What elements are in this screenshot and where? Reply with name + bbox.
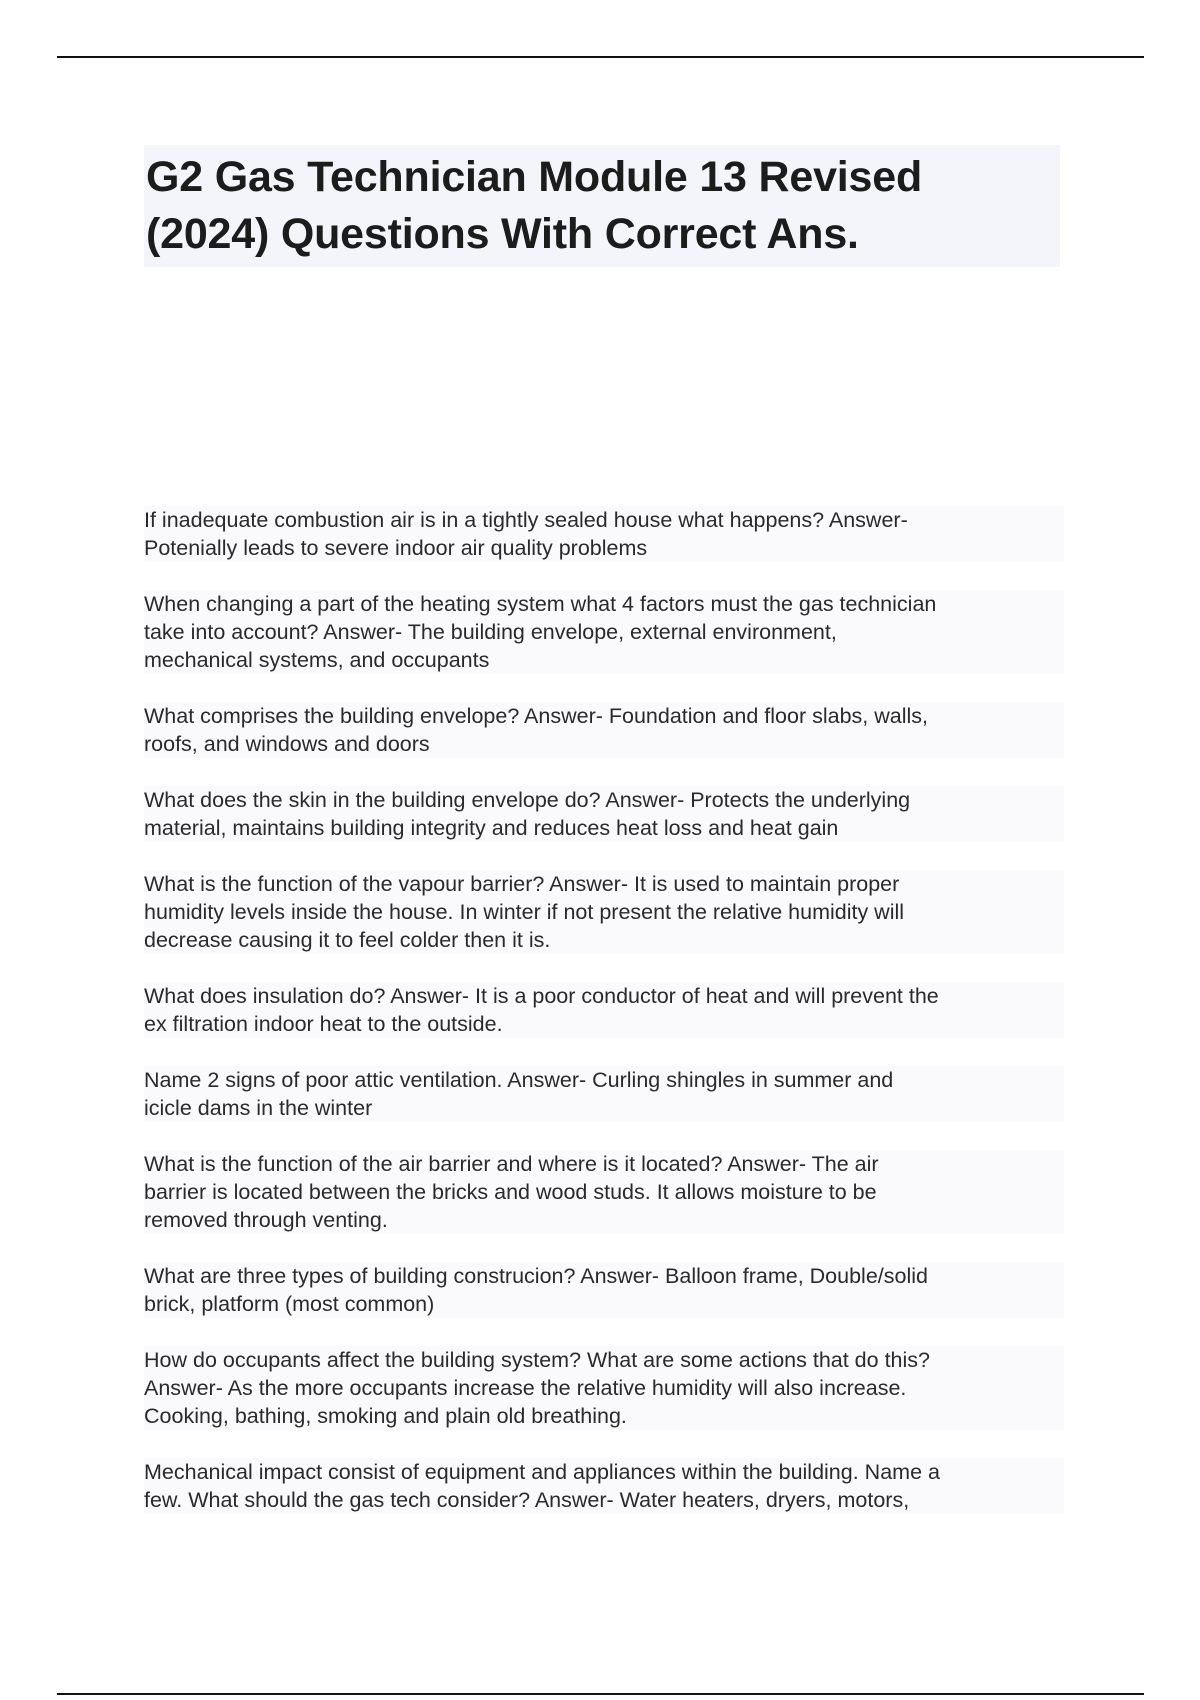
qa-item	[144, 1150, 1064, 1234]
qa-line: Mechanical impact consist of equipment and appliances within the building. Name a	[144, 1460, 940, 1484]
qa-item	[144, 1262, 1064, 1318]
qa-line: brick, platform (most common)	[144, 1292, 435, 1316]
document-title	[146, 149, 1056, 263]
qa-line: humidity levels inside the house. In winter if not present the relative humidity will	[144, 900, 905, 924]
qa-line: If inadequate combustion air is in a tightly sealed house what happens? Answer-	[144, 508, 908, 532]
qa-line: mechanical systems, and occupants	[144, 648, 490, 672]
qa-line: barrier is located between the bricks and wood studs. It allows moisture to be	[144, 1180, 877, 1204]
qa-item	[144, 982, 1064, 1038]
qa-list	[144, 506, 1064, 1514]
qa-line: Name 2 signs of poor attic ventilation. Answer- Curling shingles in summer and	[144, 1068, 894, 1092]
title-line-1: G2 Gas Technician Module 13 Revised	[146, 153, 923, 201]
qa-item	[144, 590, 1064, 674]
qa-item	[144, 1066, 1064, 1122]
qa-line: removed through venting.	[144, 1208, 388, 1232]
top-rule	[57, 56, 1144, 58]
qa-line: icicle dams in the winter	[144, 1096, 373, 1120]
qa-line: decrease causing it to feel colder then it is.	[144, 928, 551, 952]
title-line-2: (2024) Questions With Correct Ans.	[146, 210, 859, 258]
qa-line: material, maintains building integrity and reduces heat loss and heat gain	[144, 816, 839, 840]
qa-line: When changing a part of the heating system what 4 factors must the gas technician	[144, 592, 937, 616]
qa-line: What comprises the building envelope? Answer- Foundation and floor slabs, walls,	[144, 704, 928, 728]
qa-line: few. What should the gas tech consider? Answer- Water heaters, dryers, motors,	[144, 1488, 910, 1512]
qa-line: How do occupants affect the building system? What are some actions that do this?	[144, 1348, 930, 1372]
qa-line: What is the function of the air barrier and where is it located? Answer- The air	[144, 1152, 879, 1176]
title-block	[144, 145, 1060, 267]
qa-line: take into account? Answer- The building envelope, external environment,	[144, 620, 837, 644]
bottom-rule	[57, 1693, 1144, 1695]
qa-item	[144, 506, 1064, 562]
qa-line: Potenially leads to severe indoor air quality problems	[144, 536, 648, 560]
qa-item	[144, 1458, 1064, 1514]
qa-line: Cooking, bathing, smoking and plain old breathing.	[144, 1404, 627, 1428]
qa-line: Answer- As the more occupants increase the relative humidity will also increase.	[144, 1376, 907, 1400]
qa-line: What does insulation do? Answer- It is a poor conductor of heat and will prevent the	[144, 984, 939, 1008]
qa-line: roofs, and windows and doors	[144, 732, 430, 756]
qa-line: What are three types of building construcion? Answer- Balloon frame, Double/solid	[144, 1264, 928, 1288]
qa-item	[144, 870, 1064, 954]
qa-item	[144, 1346, 1064, 1430]
qa-line: ex filtration indoor heat to the outside.	[144, 1012, 503, 1036]
qa-item	[144, 786, 1064, 842]
qa-line: What does the skin in the building envelope do? Answer- Protects the underlying	[144, 788, 911, 812]
qa-line: What is the function of the vapour barrier? Answer- It is used to maintain proper	[144, 872, 900, 896]
qa-item	[144, 702, 1064, 758]
